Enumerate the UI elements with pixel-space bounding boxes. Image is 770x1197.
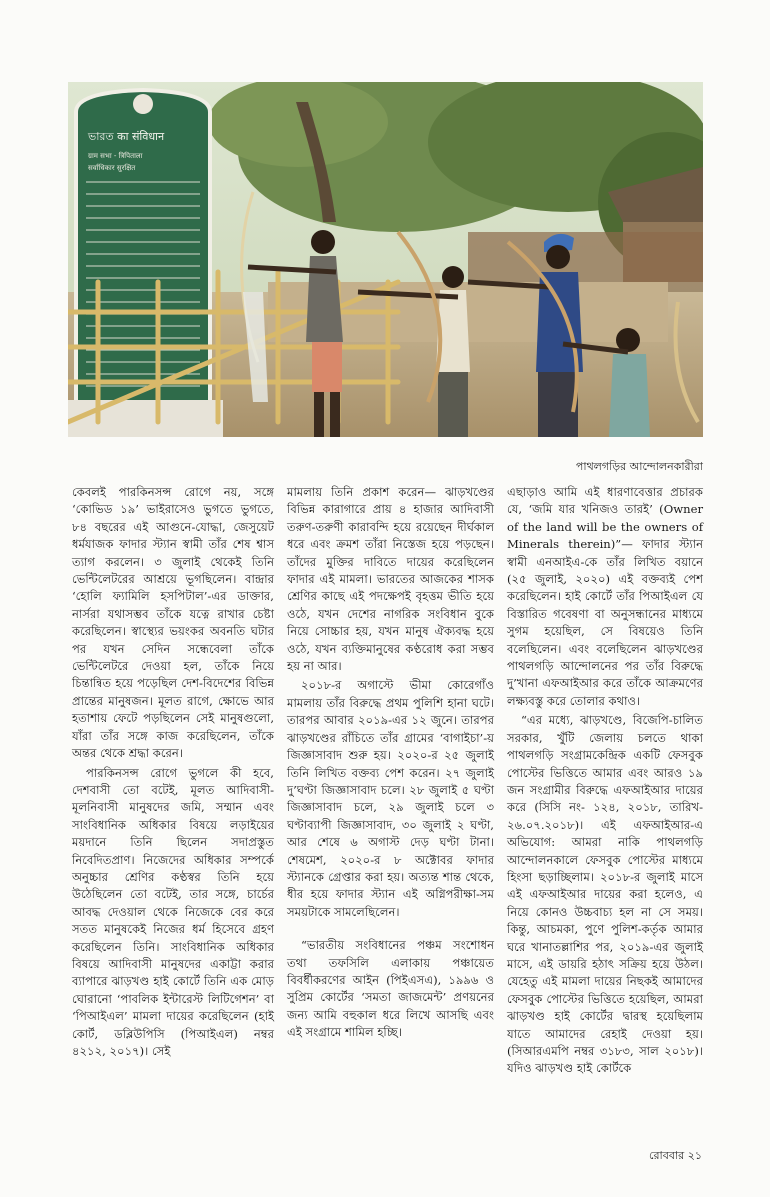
- article-column-1: [72, 484, 274, 1062]
- photo-caption: পাথলগড়ির আন্দোলনকারীরা: [575, 460, 703, 473]
- paragraph: কেবলই পারকিনসন্স রোগে নয়, সঙ্গে ‘কোভিড ১৯’ ভাইরাসেও ভুগতে ভুগতে, ৮৪ বছরের এই আগুনে-যোদ্ধা, জেসুয়েট ধর্মযাজক ফাদার স্ট্যান স্বামী তাঁর শেষ শ্বাস ত্যাগ করলেন। ৩ জুলাই থেকেই তিনি ভেন্টিলেটরের আশ্রয়ে ভূগছিলেন। বান্দ্রার ‘হোলি ফ্যামিলি হসপিটাল’-এর ডাক্তার, নার্সরা যথাসম্ভব তাঁকে যত্নে রাখার চেষ্টা করেছিলেন। স্বাস্থ্যের ভয়ংকর অবনতি ঘটার পর যখন সেদিন সন্ধেবেলা তাঁকে ভেন্টিলেটরে দেওয়া হল, তাঁকে নিয়ে চিন্তান্বিত হয়ে পড়েছিল দেশ-বিদেশের বিভিন্ন প্রান্তের মানুষজন। মূলত রাগে, ক্ষোভে আর হতাশায় ফেটে পড়ছিলেন সেই মানুষগুলো, যাঁরা তাঁর সঙ্গে কাজ করেছিলেন, তাঁকে অন্তর থেকে শ্রদ্ধা করেন।: [72, 485, 274, 761]
- paragraph: পারকিনসন্স রোগে ভুগলে কী হবে, দেশবাসী তো বটেই, মূলত আদিবাসী-মূলনিবাসী মানুষদের জমি, সম্মান এবং সাংবিধানিক অধিকার বিষয়ে লড়াইয়ের ময়দানে তিনি ছিলেন সদাপ্রস্তুত নিবেদিতপ্রাণ। নিজেদের অধিকার সম্পর্কে অনুচ্চার শ্রেণির কণ্ঠস্বর তিনি হয়ে উঠেছিলেন তো বটেই, তার সঙ্গে, চার্চের আবদ্ধ দেওয়াল থেকে নিজেকে বের করে সতত মানুষকেই নিজের ধর্ম হিসেবে গ্রহণ করেছিলেন তিনি। সাংবিধানিক অধিকার বিষয়ে আদিবাসী মানুষদের একাট্টা করার ব্যাপারে ঝাড়খণ্ড হাই কোর্টে তিনি এক মোড় ঘোরানো ‘পাবলিক ইন্টারেস্ট লিটিগেশন’ বা ‘পিআইএল’ মামলা দায়ের করেছিলেন (হাই কোর্ট, ডব্লিউপিসি (পিআইএল) নম্বর ৪২১২, ২০১৭)। সেই: [72, 765, 274, 1058]
- paragraph: “ভারতীয় সংবিধানের পঞ্চম সংশোধন তথা তফসিলি এলাকায় পঞ্চায়েত বিবর্ধীকরণের আইন (পিইএসএ), ১৯৯৬ ও সুপ্রিম কোর্টের ‘সমতা জাজমেন্ট’ প্রণয়নের জন্য আমি বহুকাল ধরে লিখে আসছি এবং এই সংগ্রামে শামিল হচ্ছি।: [287, 938, 494, 1040]
- plaque-line-2: ग्राम सभा - त्रिपिताला: [88, 152, 143, 160]
- plaque-line-1: ভারত का संविधान: [88, 130, 165, 143]
- article-column-3: [507, 484, 703, 1080]
- paragraph: “এর মধ্যে, ঝাড়খণ্ডে, বিজেপি-চালিত সরকার, খুঁটি জেলায় চলতে থাকা পাথলগড়ি সংগ্রামকেন্দ্রিক একটি ফেসবুক পোস্টের ভিত্তিতে আমার এবং আরও ১৯ জন সংগ্রামীর বিরুদ্ধে এফআইআর দায়ের করে (সিসি নং- ১২৪, ২০১৮, তারিখ- ২৬.০৭.২০১৮)। এই এফআইআর-এ অভিযোগ: আমরা নাকি পাথলগড়ি আন্দোলনকালে ফেসবুক পোস্টের মাধ্যমে হিংসা ছড়াচ্ছিলাম। ২০১৮-র জুলাই মাসে এই এফআইআর দায়ের করা হলেও, এ নিয়ে কোনও উচ্চবাচ্য হল না সে সময়। কিন্তু, আচমকা, পুণে পুলিশ-কর্তৃক আমার ঘরে খানাতল্লাশির পর, ২০১৯-এর জুলাই মাসে, এই ডায়রি হঠাৎ সক্রিয় হয়ে উঠল। যেহেতু এই মামলা দায়ের নিছকই আমাদের ফেসবুক পোস্টের ভিত্তিতে হয়েছিল, আমরা ঝাড়খণ্ড হাই কোর্টের দ্বারস্থ হয়েছিলাম যাতে আমাদের রেহাই দেওয়া হয়। (সিআরএমপি নম্বর ৩১৮৩, সাল ২০১৮)। যদিও ঝাড়খণ্ড হাই কোর্টকে: [507, 713, 703, 1076]
- article-column-2: [287, 484, 494, 1044]
- protest-photo-illustration: [68, 82, 703, 437]
- paragraph: এছাড়াও আমি এই ধারণাবেত্তার প্রচারক যে, ‘জমি যার খনিজও তারই’ (Owner of the land will be the owners of Minerals therein)”— ফাদার স্ট্যান স্বামী এনআইএ-কে তাঁর লিখিত বয়ানে (২৫ জুলাই, ২০২০) এই বক্তব্যই পেশ করেছিলেন। হাই কোর্টে তাঁর পিআইএল যে বিস্তারিত গবেষণা বা অনুসন্ধানের মাধ্যমে সুগম হয়েছিল, সে বিষয়েও তিনি বলেছিলেন। এবং বলেছিলেন ঝাড়খণ্ডের পাথলগড়ি আন্দোলনের পর তাঁর বিরুদ্ধে দু’খানা এফআইআর করে তাঁকে আক্রমণের লক্ষ্যবস্তু করে তোলার কথাও।: [507, 485, 703, 708]
- plaque-line-3: सर्वाधिकार सुरक्षित: [88, 164, 136, 172]
- paragraph: ২০১৮-র অগাস্টে ভীমা কোরেগাঁও মামলায় তাঁর বিরুদ্ধে প্রথম পুলিশি হানা ঘটে। তারপর আবার ২০১৯-এর ১২ জুনে। তারপর ঝাড়খণ্ডের রাঁচিতে তাঁর গ্রামের ‘বাগাইচা’-য় জিজ্ঞাসাবাদ শুরু হয়। ২০২০-র ২৫ জুলাই তিনি লিখিত বক্তব্য পেশ করেন। ২৭ জুলাই দু’ঘণ্টা জিজ্ঞাসাবাদ চলে। ২৮ জুলাই ৫ ঘণ্টা জিজ্ঞাসাবাদ চলে, ২৯ জুলাই চলে ৩ ঘণ্টাব্যাপী জিজ্ঞাসাবাদ, ৩০ জুলাই ২ ঘণ্টা, আর শেষে ৬ অগাস্ট দেড় ঘণ্টা টানা। শেষমেশ, ২০২০-র ৮ অক্টোবর ফাদার স্ট্যানকে গ্রেপ্তার করা হয়। অত্যন্ত শান্ত থেকে, ধীর হয়ে ফাদার স্ট্যান এই অগ্নিপরীক্ষা-সম সময়টাকে সামলেছিলেন।: [287, 678, 494, 919]
- page-folio: রোববার ২১: [649, 1149, 702, 1162]
- paragraph: মামলায় তিনি প্রকাশ করেন— ঝাড়খণ্ডের বিভিন্ন কারাগারে প্রায় ৪ হাজার আদিবাসী তরুণ-তরুণী কারাবন্দি হয়ে রয়েছেন দীর্ঘকাল ধরে এবং ক্রমশ তাঁরা নিস্তেজ হয়ে পড়ছেন। তাঁদের মুক্তির দাবিতে দায়ের করেছিলেন ফাদার এই মামলা। ভারতের আজকের শাসক শ্রেণির কাছে এই পদক্ষেপই বৃহত্তম ভীতি হয়ে ওঠে, যখন দেশের নাগরিক সংবিধান বুকে নিয়ে সোচ্চার হয়, যখন মানুষ ঐক্যবদ্ধ হয়ে ওঠে, যখন ব্যক্তিমানুষের কণ্ঠরোধ করা সম্ভব হয় না আর।: [287, 485, 494, 674]
- emblem-icon: [133, 94, 153, 114]
- article-photo: [68, 82, 703, 437]
